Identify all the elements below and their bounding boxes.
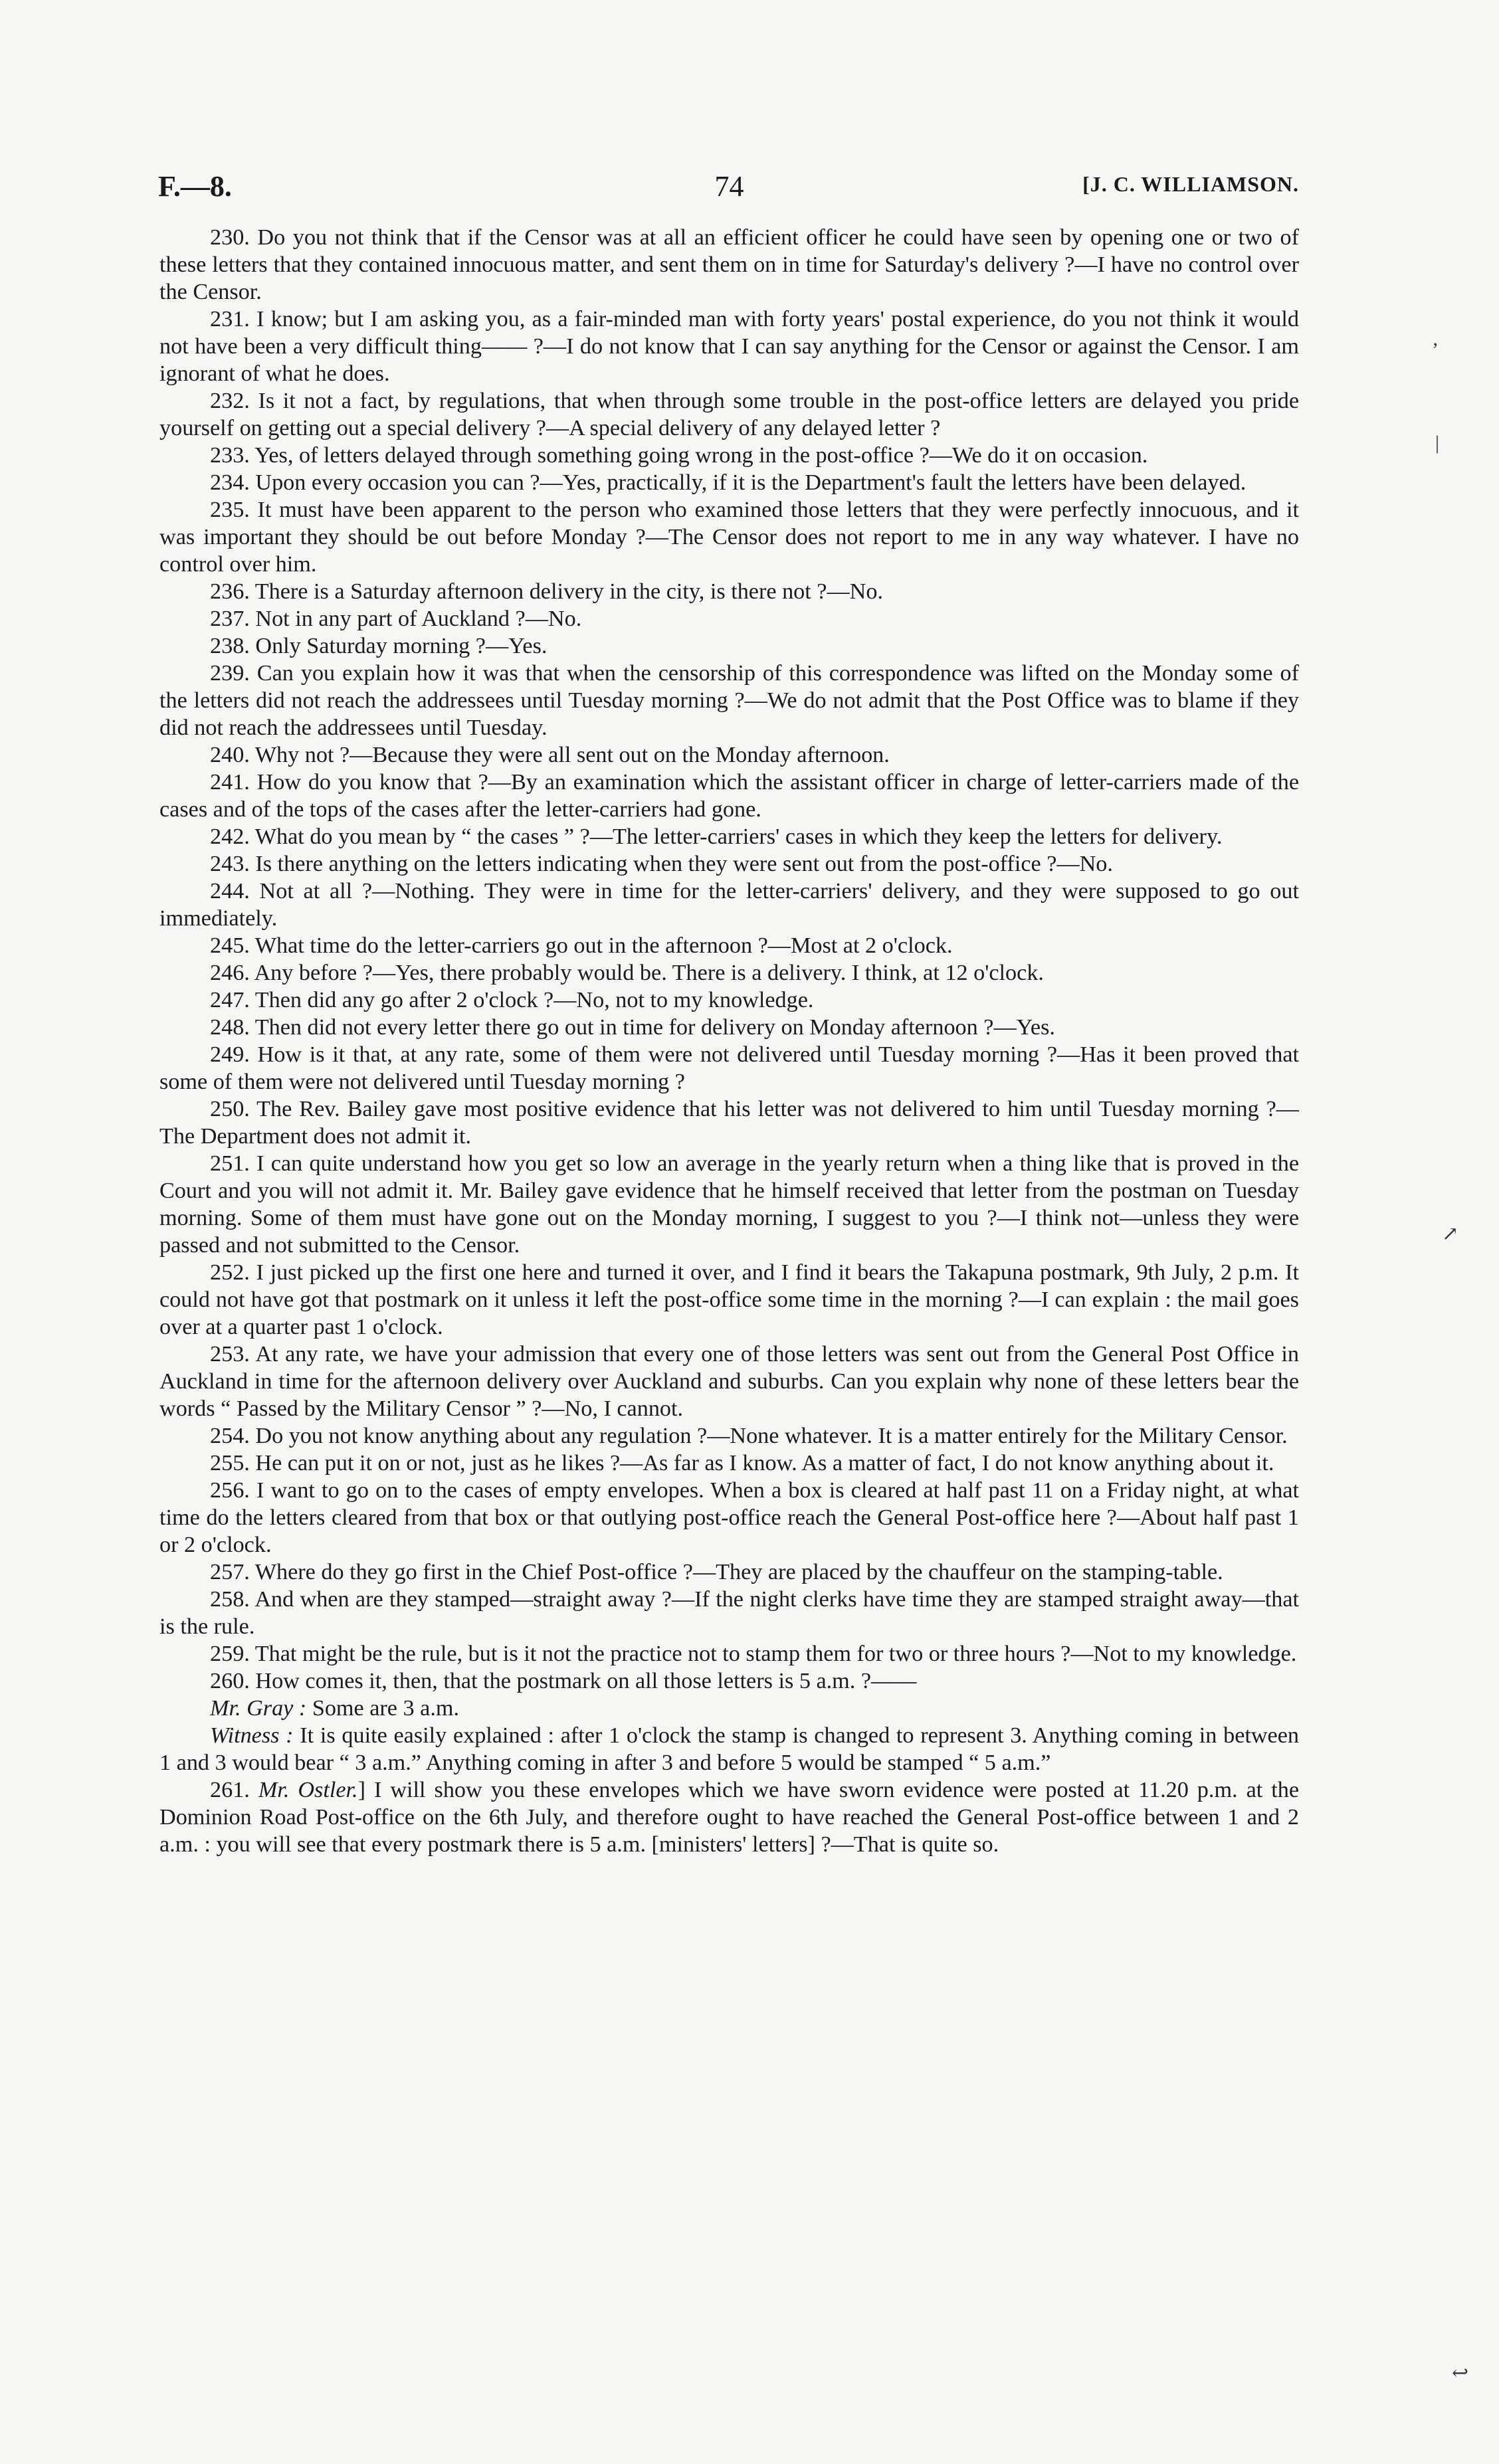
witness-text: It is quite easily explained : after 1 o'clock the stamp is changed to represent 3. Anything coming in between 1 and 3 would bear “ 3 a.m.” Anything coming in after 3 and before 5 would be stamped “ 5 a.m.”: [159, 1723, 1300, 1775]
paragraph-230: 230. Do you not think that if the Censor was at all an efficient officer he could have seen by opening one or two of these letters that they contained innocuous matter, and sent them on in time for Saturday's delivery ?—I have no control over the Censor.: [159, 225, 1299, 304]
witness-name: [J. C. WILLIAMSON.: [1082, 172, 1299, 196]
paragraph-242: 242. What do you mean by “ the cases ” ?—The letter-carriers' cases in which they keep the letters for delivery.: [210, 824, 1223, 849]
paragraph-232: 232. Is it not a fact, by regulations, that when through some trouble in the post-office letters are delayed you pride yourself on getting out a special delivery ?—A special delivery of any delayed letter ?: [159, 389, 1299, 440]
paragraph-243: 243. Is there anything on the letters indicating when they were sent out from the post-office ?—No.: [210, 852, 1113, 876]
document-body: [159, 224, 1299, 1858]
page-header: [159, 169, 1299, 216]
paragraph-247: 247. Then did any go after 2 o'clock ?—No, not to my knowledge.: [210, 988, 814, 1012]
paragraph-234: 234. Upon every occasion you can ?—Yes, practically, if it is the Department's fault the letters have been delayed.: [210, 470, 1247, 495]
document-page: [159, 169, 1299, 1858]
paragraph-252: 252. I just picked up the first one here and turned it over, and I find it bears the Takapuna postmark, 9th July, 2 p.m. It could not have got that postmark on it unless it left the post-office some time in the morning ?—I can explain : the mail goes over at a quarter past 1 o'clock.: [159, 1260, 1299, 1339]
paragraph-250: 250. The Rev. Bailey gave most positive evidence that his letter was not delivered to him until Tuesday morning ?—The Department does not admit it.: [159, 1097, 1299, 1149]
margin-mark: |: [1435, 432, 1440, 454]
paragraph-254: 254. Do you not know anything about any regulation ?—None whatever. It is a matter entirely for the Military Censor.: [210, 1424, 1288, 1448]
paragraph-257: 257. Where do they go first in the Chief Post-office ?—They are placed by the chauffeur on the stamping-table.: [210, 1560, 1223, 1584]
paragraph-261: [159, 1776, 1299, 1858]
margin-mark: ’: [1432, 339, 1439, 361]
paragraph-239: 239. Can you explain how it was that when the censorship of this correspondence was lifted on the Monday some of the letters did not reach the addressees until Tuesday morning ?—We do not admit that the Post Office was to blame if they did not reach the addressees until Tuesday.: [159, 661, 1299, 740]
paragraph-259: 259. That might be the rule, but is it not the practice not to stamp them for two or three hours ?—Not to my knowledge.: [210, 1642, 1297, 1666]
paragraph-237: 237. Not in any part of Auckland ?—No.: [210, 607, 582, 631]
q261-number: 261.: [210, 1778, 258, 1802]
speaker-witness: Witness :: [210, 1723, 294, 1748]
paragraph-236: 236. There is a Saturday afternoon delivery in the city, is there not ?—No.: [210, 579, 883, 604]
speaker-ostler: Mr. Ostler.: [258, 1778, 358, 1802]
paragraph-witness: [159, 1722, 1299, 1776]
paragraph-238: 238. Only Saturday morning ?—Yes.: [210, 634, 548, 658]
paragraph-258: 258. And when are they stamped—straight away ?—If the night clerks have time they are stamped straight away—that is the rule.: [159, 1587, 1299, 1639]
paragraph-253: 253. At any rate, we have your admission that every one of those letters was sent out from the General Post Office in Auckland in time for the afternoon delivery over Auckland and suburbs. Can you explain why none of these letters bear the words “ Passed by the Military Censor ” ?—No, I cannot.: [159, 1342, 1299, 1421]
margin-mark: ↩: [1452, 2362, 1469, 2384]
paragraph-260: 260. How comes it, then, that the postmark on all those letters is 5 a.m. ?——: [210, 1669, 917, 1693]
paragraph-235: 235. It must have been apparent to the person who examined those letters that they were perfectly innocuous, and it was important they should be out before Monday ?—The Censor does not report to me in any way whatever. I have no control over him.: [159, 498, 1299, 577]
paragraph-240: 240. Why not ?—Because they were all sent out on the Monday afternoon.: [210, 743, 890, 767]
page-number: 74: [714, 170, 744, 203]
paragraph-244: 244. Not at all ?—Nothing. They were in time for the letter-carriers' delivery, and they were supposed to go out immediately.: [159, 879, 1299, 931]
gray-text: Some are 3 a.m.: [306, 1696, 460, 1721]
paragraph-255: 255. He can put it on or not, just as he likes ?—As far as I know. As a matter of fact, I do not know anything about it.: [210, 1451, 1274, 1475]
document-reference: F.—8.: [158, 170, 232, 203]
q261-text: ] I will show you these envelopes which we have sworn evidence were posted at 11.20 p.m. at the Dominion Road Post-office on the 6th July, and therefore ought to have reached the General Post-office between 1 and 2 a.m. : you will see that every postmark there is 5 a.m. [ministers' letters] ?—That is quite so.: [159, 1778, 1300, 1857]
paragraph-245: 245. What time do the letter-carriers go out in the afternoon ?—Most at 2 o'clock.: [210, 933, 953, 958]
paragraph-249: 249. How is it that, at any rate, some of them were not delivered until Tuesday morning ?—Has it been proved that some of them were not delivered until Tuesday morning ?: [159, 1042, 1299, 1094]
paragraph-241: 241. How do you know that ?—By an examination which the assistant officer in charge of letter-carriers made of the cases and of the tops of the cases after the letter-carriers had gone.: [159, 770, 1299, 822]
margin-mark: ↗: [1442, 1223, 1459, 1245]
paragraph-231: 231. I know; but I am asking you, as a fair-minded man with forty years' postal experience, do you not think it would not have been a very difficult thing—— ?—I do not know that I can say anything for the Censor or against the Censor. I am ignorant of what he does.: [159, 307, 1299, 386]
paragraph-251: 251. I can quite understand how you get so low an average in the yearly return when a thing like that is proved in the Court and you will not admit it. Mr. Bailey gave evidence that he himself received that letter from the postman on Tuesday morning. Some of them must have gone out on the Monday morning, I suggest to you ?—I think not—unless they were passed and not submitted to the Censor.: [159, 1151, 1299, 1258]
paragraph-gray: [159, 1695, 1299, 1722]
paragraph-233: 233. Yes, of letters delayed through something going wrong in the post-office ?—We do it on occasion.: [210, 443, 1148, 468]
speaker-gray: Mr. Gray :: [210, 1696, 307, 1721]
paragraph-256: 256. I want to go on to the cases of empty envelopes. When a box is cleared at half past 11 on a Friday night, at what time do the letters cleared from that box or that outlying post-office reach the General Post-office here ?—About half past 1 or 2 o'clock.: [159, 1478, 1299, 1557]
paragraph-248: 248. Then did not every letter there go out in time for delivery on Monday afternoon ?—Yes.: [210, 1015, 1055, 1040]
paragraph-246: 246. Any before ?—Yes, there probably would be. There is a delivery. I think, at 12 o'clock.: [210, 961, 1044, 985]
